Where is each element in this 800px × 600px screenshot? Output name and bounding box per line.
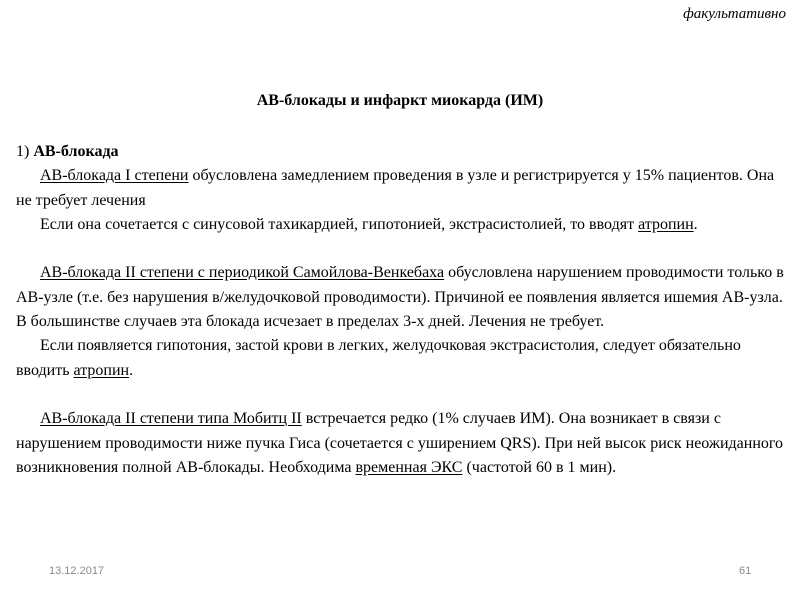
paragraph-text: Если она сочетается с синусовой тахикардией, гипотонией, экстрасистолией, то вводят <box>40 215 639 233</box>
optional-label: факультативно <box>683 6 786 22</box>
spacer <box>16 383 784 407</box>
page-title: АВ-блокады и инфаркт миокарда (ИМ) <box>256 92 544 109</box>
footer-date: 13.12.2017 <box>49 565 105 577</box>
paragraph-atropine-2 <box>16 334 784 383</box>
paragraph-text: встречается редко (1% случаев ИМ). Она возникает в связи с нарушением проводимости ниже пучка Гиса (сочетается с уширением QRS). При ней высок риск неожиданного возникновения полной АВ-блокады. Необходима <box>16 410 784 476</box>
paragraph-text: обусловлена замедлением проведения в узле и регистрируется у 15% пациентов. Она не требует лечения <box>16 167 775 209</box>
term-av-block-2-mobitz: АВ-блокада II степени типа Мобитц II <box>40 410 302 428</box>
page-number: 61 <box>739 565 752 577</box>
term-av-block-2-wenckebach: АВ-блокада II степени с периодикой Самойлова-Венкебаха <box>40 264 445 282</box>
term-temporary-pacing: временная ЭКС <box>355 458 463 476</box>
paragraph-av-block-1 <box>16 164 784 213</box>
section-heading <box>16 140 784 164</box>
paragraph-text: обусловлена нарушением проводимости только в АВ-узле (т.е. без нарушения в/желудочковой проводимости). Причиной ее появления является ишемия АВ-узла. В большинстве случаев эта блокада исчезает в пределах 3-х дней. Лечения не требует. <box>16 264 784 331</box>
term-atropine: атропин <box>638 215 694 233</box>
paragraph-text: . <box>693 215 698 233</box>
paragraph-text: (частотой 60 в 1 мин). <box>462 458 617 476</box>
paragraph-text: . <box>129 361 134 379</box>
spacer <box>16 237 784 261</box>
paragraph-text: Если появляется гипотония, застой крови в легких, желудочковая экстрасистолия, следует обязательно вводить <box>16 337 741 379</box>
section-title: АВ-блокада <box>33 143 119 160</box>
term-av-block-1: АВ-блокада I степени <box>40 167 189 185</box>
paragraph-av-block-2-wenckebach <box>16 261 784 334</box>
term-atropine: атропин <box>73 361 130 379</box>
body-text <box>16 140 784 480</box>
paragraph-av-block-2-mobitz <box>16 407 784 480</box>
section-number: 1) <box>16 143 34 160</box>
paragraph-atropine-1 <box>16 213 784 237</box>
